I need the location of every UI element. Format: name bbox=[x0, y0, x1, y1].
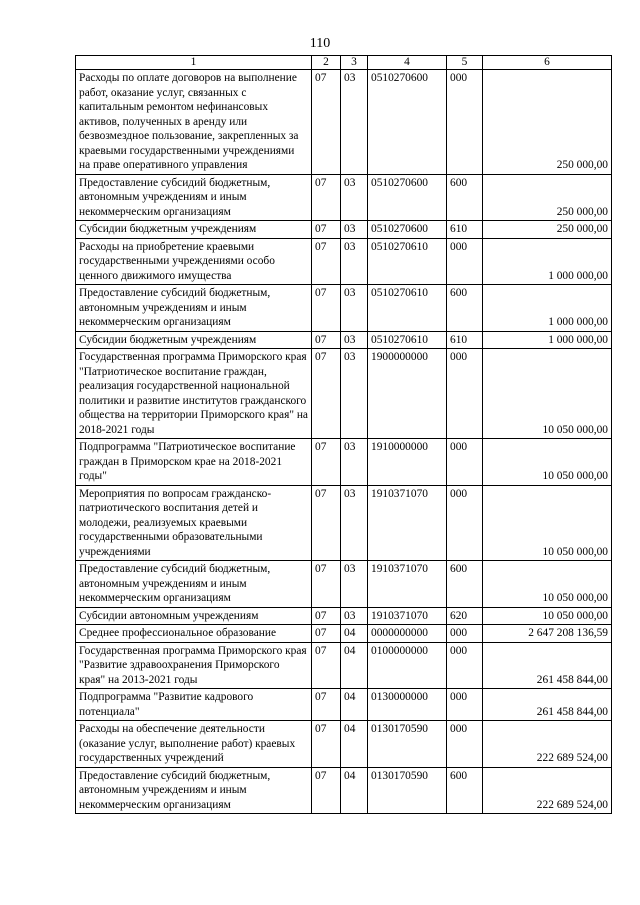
row-expense-type: 000 bbox=[447, 721, 483, 768]
row-subsection: 03 bbox=[341, 485, 368, 561]
row-amount: 1 000 000,00 bbox=[483, 238, 612, 285]
row-amount: 10 050 000,00 bbox=[483, 485, 612, 561]
row-target-article: 0000000000 bbox=[368, 625, 447, 643]
table-row bbox=[76, 331, 612, 349]
row-section: 07 bbox=[312, 689, 341, 721]
table-row bbox=[76, 561, 612, 608]
table-row bbox=[76, 174, 612, 221]
row-subsection: 04 bbox=[341, 721, 368, 768]
table-row bbox=[76, 721, 612, 768]
table-row bbox=[76, 767, 612, 814]
row-subsection: 03 bbox=[341, 607, 368, 625]
row-target-article: 0100000000 bbox=[368, 642, 447, 689]
row-subsection: 03 bbox=[341, 70, 368, 175]
row-amount: 261 458 844,00 bbox=[483, 689, 612, 721]
column-header-6: 6 bbox=[483, 56, 612, 70]
row-section: 07 bbox=[312, 174, 341, 221]
row-name: Субсидии бюджетным учреждениям bbox=[76, 221, 312, 239]
row-expense-type: 000 bbox=[447, 642, 483, 689]
row-target-article: 1910371070 bbox=[368, 485, 447, 561]
table-row bbox=[76, 285, 612, 332]
row-subsection: 03 bbox=[341, 349, 368, 439]
row-target-article: 0510270610 bbox=[368, 238, 447, 285]
row-amount: 250 000,00 bbox=[483, 221, 612, 239]
row-expense-type: 000 bbox=[447, 689, 483, 721]
table-row bbox=[76, 70, 612, 175]
column-header-2: 2 bbox=[312, 56, 341, 70]
table-row bbox=[76, 642, 612, 689]
table-row bbox=[76, 439, 612, 486]
page-number: 110 bbox=[309, 36, 331, 51]
row-subsection: 03 bbox=[341, 561, 368, 608]
row-expense-type: 000 bbox=[447, 70, 483, 175]
row-name: Субсидии бюджетным учреждениям bbox=[76, 331, 312, 349]
row-amount: 250 000,00 bbox=[483, 70, 612, 175]
row-subsection: 03 bbox=[341, 174, 368, 221]
table-row bbox=[76, 689, 612, 721]
row-target-article: 0510270610 bbox=[368, 331, 447, 349]
row-subsection: 03 bbox=[341, 238, 368, 285]
row-amount: 10 050 000,00 bbox=[483, 561, 612, 608]
row-subsection: 04 bbox=[341, 642, 368, 689]
row-subsection: 03 bbox=[341, 221, 368, 239]
row-amount: 2 647 208 136,59 bbox=[483, 625, 612, 643]
row-section: 07 bbox=[312, 285, 341, 332]
row-name: Расходы по оплате договоров на выполнение работ, оказание услуг, связанных с капитальным ремонтом нефинансовых активов, полученных в аренду или безвозмездное пользование, закрепленных за краевыми государственными учреждениями на праве оперативного управления bbox=[76, 70, 312, 175]
row-target-article: 1900000000 bbox=[368, 349, 447, 439]
table-row bbox=[76, 607, 612, 625]
row-target-article: 0510270600 bbox=[368, 70, 447, 175]
table-header-row bbox=[76, 56, 612, 70]
row-expense-type: 000 bbox=[447, 485, 483, 561]
row-section: 07 bbox=[312, 349, 341, 439]
row-amount: 10 050 000,00 bbox=[483, 349, 612, 439]
table-row bbox=[76, 349, 612, 439]
row-target-article: 1910000000 bbox=[368, 439, 447, 486]
row-target-article: 0130000000 bbox=[368, 689, 447, 721]
row-name: Среднее профессиональное образование bbox=[76, 625, 312, 643]
row-target-article: 0510270600 bbox=[368, 221, 447, 239]
row-section: 07 bbox=[312, 625, 341, 643]
row-section: 07 bbox=[312, 607, 341, 625]
row-amount: 10 050 000,00 bbox=[483, 439, 612, 486]
row-expense-type: 000 bbox=[447, 238, 483, 285]
row-amount: 261 458 844,00 bbox=[483, 642, 612, 689]
table-row bbox=[76, 221, 612, 239]
row-amount: 1 000 000,00 bbox=[483, 331, 612, 349]
row-name: Подпрограмма "Развитие кадрового потенциала" bbox=[76, 689, 312, 721]
row-target-article: 0130170590 bbox=[368, 721, 447, 768]
row-name: Государственная программа Приморского края "Патриотическое воспитание граждан, реализация государственной национальной политики и развитие институтов гражданского общества на территории Приморского края" на 2018-2021 годы bbox=[76, 349, 312, 439]
row-expense-type: 620 bbox=[447, 607, 483, 625]
budget-table bbox=[75, 55, 612, 814]
row-section: 07 bbox=[312, 485, 341, 561]
row-name: Расходы на приобретение краевыми государственными учреждениями особо ценного движимого имущества bbox=[76, 238, 312, 285]
row-name: Субсидии автономным учреждениям bbox=[76, 607, 312, 625]
row-name: Расходы на обеспечение деятельности (оказание услуг, выполнение работ) краевых государственных учреждений bbox=[76, 721, 312, 768]
row-section: 07 bbox=[312, 439, 341, 486]
row-expense-type: 600 bbox=[447, 561, 483, 608]
row-expense-type: 610 bbox=[447, 221, 483, 239]
table-row bbox=[76, 625, 612, 643]
row-name: Предоставление субсидий бюджетным, автономным учреждениям и иным некоммерческим организациям bbox=[76, 174, 312, 221]
row-expense-type: 600 bbox=[447, 174, 483, 221]
row-name: Предоставление субсидий бюджетным, автономным учреждениям и иным некоммерческим организациям bbox=[76, 285, 312, 332]
row-expense-type: 000 bbox=[447, 439, 483, 486]
row-target-article: 1910371070 bbox=[368, 561, 447, 608]
row-subsection: 03 bbox=[341, 331, 368, 349]
row-section: 07 bbox=[312, 767, 341, 814]
row-amount: 10 050 000,00 bbox=[483, 607, 612, 625]
row-name: Предоставление субсидий бюджетным, автономным учреждениям и иным некоммерческим организациям bbox=[76, 561, 312, 608]
column-header-3: 3 bbox=[341, 56, 368, 70]
row-target-article: 0510270600 bbox=[368, 174, 447, 221]
row-target-article: 0510270610 bbox=[368, 285, 447, 332]
column-header-4: 4 bbox=[368, 56, 447, 70]
row-name: Мероприятия по вопросам гражданско-патриотического воспитания детей и молодежи, реализуемых краевыми государственными образовательными учреждениями bbox=[76, 485, 312, 561]
row-amount: 250 000,00 bbox=[483, 174, 612, 221]
row-expense-type: 610 bbox=[447, 331, 483, 349]
row-amount: 222 689 524,00 bbox=[483, 767, 612, 814]
row-section: 07 bbox=[312, 642, 341, 689]
row-name: Предоставление субсидий бюджетным, автономным учреждениям и иным некоммерческим организациям bbox=[76, 767, 312, 814]
row-name: Государственная программа Приморского края "Развитие здравоохранения Приморского края" на 2013-2021 годы bbox=[76, 642, 312, 689]
row-expense-type: 000 bbox=[447, 625, 483, 643]
row-subsection: 03 bbox=[341, 285, 368, 332]
row-expense-type: 600 bbox=[447, 767, 483, 814]
row-subsection: 03 bbox=[341, 439, 368, 486]
row-section: 07 bbox=[312, 221, 341, 239]
row-amount: 222 689 524,00 bbox=[483, 721, 612, 768]
row-subsection: 04 bbox=[341, 689, 368, 721]
table-row bbox=[76, 238, 612, 285]
column-header-1: 1 bbox=[76, 56, 312, 70]
row-name: Подпрограмма "Патриотическое воспитание граждан в Приморском крае на 2018-2021 годы" bbox=[76, 439, 312, 486]
table-row bbox=[76, 485, 612, 561]
row-section: 07 bbox=[312, 238, 341, 285]
row-subsection: 04 bbox=[341, 767, 368, 814]
row-section: 07 bbox=[312, 331, 341, 349]
row-target-article: 0130170590 bbox=[368, 767, 447, 814]
row-expense-type: 600 bbox=[447, 285, 483, 332]
row-amount: 1 000 000,00 bbox=[483, 285, 612, 332]
row-subsection: 04 bbox=[341, 625, 368, 643]
row-section: 07 bbox=[312, 721, 341, 768]
column-header-5: 5 bbox=[447, 56, 483, 70]
row-section: 07 bbox=[312, 70, 341, 175]
row-expense-type: 000 bbox=[447, 349, 483, 439]
row-target-article: 1910371070 bbox=[368, 607, 447, 625]
row-section: 07 bbox=[312, 561, 341, 608]
